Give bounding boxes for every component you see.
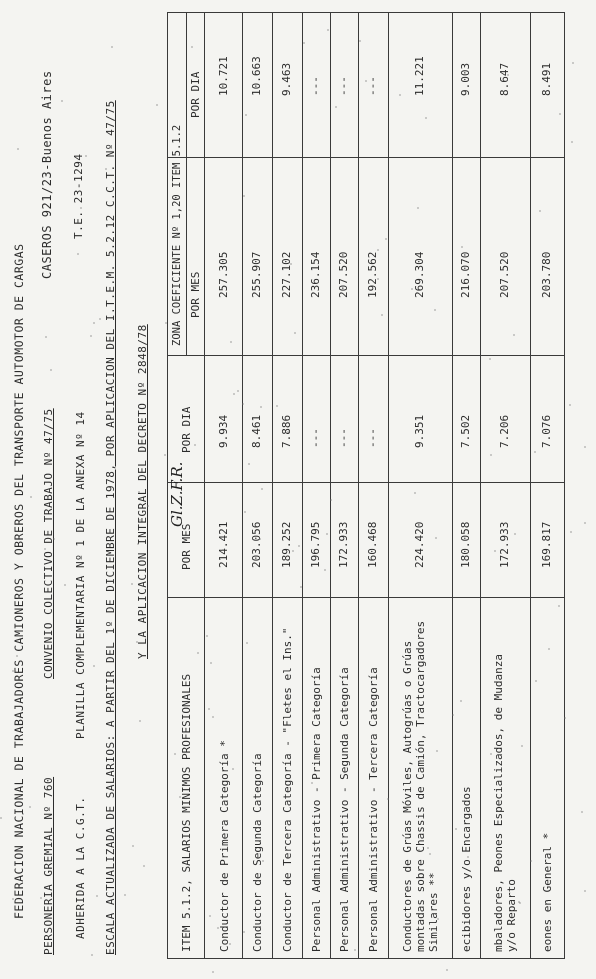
row-divider: [452, 13, 453, 958]
noise-speck: [156, 104, 158, 106]
noise-speck: [418, 849, 420, 851]
noise-speck: [136, 641, 138, 643]
noise-speck: [324, 569, 326, 571]
monthly-salary: 169.817: [540, 521, 553, 568]
daily-salary: 8.461: [250, 414, 263, 448]
noise-speck: [287, 431, 289, 433]
daily-salary: 9.351: [413, 414, 426, 448]
noise-speck: [40, 897, 42, 899]
noise-speck: [137, 543, 139, 545]
noise-speck: [435, 537, 437, 539]
noise-speck: [490, 753, 492, 755]
noise-speck: [138, 491, 140, 493]
daily-salary: 7.206: [498, 414, 511, 448]
noise-speck: [434, 309, 436, 311]
noise-speck: [381, 314, 383, 316]
zone-daily-salary: 11.221: [413, 56, 426, 96]
monthly-salary: 172.933: [337, 521, 350, 568]
noise-speck: [194, 444, 196, 446]
noise-speck: [460, 700, 462, 702]
row-label: mbaladores, Peones Especializados, de Mudanza: [492, 653, 505, 952]
noise-speck: [535, 680, 537, 682]
noise-speck: [335, 106, 337, 108]
daily-salary: ---: [366, 428, 379, 448]
salary-table: [167, 12, 565, 959]
noise-speck: [399, 94, 401, 96]
zone-daily-salary: ---: [309, 76, 322, 96]
noise-speck: [429, 853, 431, 855]
zone-daily-salary: 8.491: [540, 62, 553, 96]
noise-speck: [174, 753, 176, 755]
row-divider: [242, 13, 243, 958]
noise-speck: [244, 511, 246, 513]
noise-speck: [564, 717, 566, 719]
noise-speck: [248, 463, 250, 465]
daily-salary: 9.934: [217, 414, 230, 448]
planilla-text: PLANILLA COMPLEMENTARIA Nº 1 DE LA ANEXA Nº 14: [74, 411, 87, 739]
noise-speck: [217, 927, 219, 929]
noise-speck: [105, 168, 107, 170]
monthly-salary: 172.933: [498, 521, 511, 568]
daily-salary: 7.886: [280, 414, 293, 448]
noise-speck: [91, 954, 93, 956]
noise-speck: [494, 550, 496, 552]
zone-monthly-salary: 269.304: [413, 251, 426, 298]
row-label: Similares **: [426, 872, 440, 952]
noise-speck: [290, 263, 292, 265]
zone-daily-salary: 9.463: [280, 62, 293, 96]
noise-speck: [425, 117, 427, 119]
noise-speck: [259, 538, 261, 540]
noise-speck: [85, 155, 87, 157]
zone-monthly-salary: 207.520: [337, 251, 350, 298]
noise-speck: [519, 902, 521, 904]
noise-speck: [18, 597, 20, 599]
escala-text: ESCALA ACTUALIZADA DE SALARIOS: A PARTIR DEL 1º DE DICIEMBRE DE 1978, POR APLICACION DEL I.T.E.M. 5.2.12 C.C.T. Nº 47/75: [104, 100, 117, 955]
zone-monthly-salary: 192.562: [366, 251, 379, 298]
row-label: Conductor de Tercera Categoría - "Fletes el Ins.": [280, 627, 294, 952]
zone-monthly-salary: 203.780: [540, 251, 553, 298]
noise-speck: [261, 488, 263, 490]
noise-speck: [387, 798, 389, 800]
monthly-salary: 214.421: [217, 521, 230, 568]
row-divider: [388, 13, 389, 958]
noise-speck: [327, 29, 329, 31]
row-divider: [302, 13, 303, 958]
noise-speck: [22, 813, 24, 815]
noise-speck: [212, 716, 214, 718]
noise-speck: [61, 100, 63, 102]
noise-speck: [359, 40, 361, 42]
noise-speck: [581, 811, 583, 813]
noise-speck: [64, 584, 66, 586]
noise-speck: [50, 369, 52, 371]
personeria-text: PERSONERIA GREMIAL Nº 760: [42, 776, 55, 955]
noise-speck: [132, 845, 134, 847]
noise-speck: [229, 943, 231, 945]
noise-speck: [99, 318, 101, 320]
noise-speck: [507, 74, 509, 76]
zone-daily-salary: ---: [366, 76, 379, 96]
row-label: Conductores de Grúas Móviles, Autogrúas o Grúas: [400, 640, 414, 952]
zone-monthly-salary: 255.907: [250, 251, 263, 298]
noise-speck: [288, 705, 290, 707]
row-label: y/o Reparto: [505, 879, 518, 952]
header-zona-mes: POR MES: [189, 271, 202, 318]
noise-speck: [584, 522, 586, 524]
noise-speck: [436, 750, 438, 752]
noise-speck: [12, 670, 14, 672]
noise-speck: [377, 249, 379, 251]
noise-speck: [209, 915, 211, 917]
row-divider: [358, 13, 359, 958]
row-divider: [272, 13, 273, 958]
daily-salary: ---: [309, 428, 322, 448]
noise-speck: [354, 949, 356, 951]
zone-monthly-salary: 216.070: [459, 251, 472, 298]
noise-speck: [569, 404, 571, 406]
noise-speck: [96, 895, 98, 897]
noise-speck: [300, 586, 302, 588]
zone-daily-salary: 10.721: [217, 56, 230, 96]
noise-speck: [44, 548, 46, 550]
noise-speck: [230, 341, 232, 343]
noise-speck: [147, 505, 149, 507]
noise-speck: [490, 454, 492, 456]
noise-speck: [245, 114, 247, 116]
monthly-salary: 196.795: [309, 521, 322, 568]
noise-speck: [377, 278, 379, 280]
federation-title: FEDERACION NACIONAL DE TRABAJADORES CAMIONEROS Y OBREROS DEL TRANSPORTE AUTOMOTOR DE CARGAS: [12, 243, 26, 919]
zone-daily-salary: 8.647: [498, 62, 511, 96]
noise-speck: [489, 358, 491, 360]
noise-speck: [558, 605, 560, 607]
noise-speck: [534, 451, 536, 453]
noise-speck: [546, 900, 548, 902]
noise-speck: [124, 894, 126, 896]
noise-speck: [345, 708, 347, 710]
noise-speck: [12, 898, 14, 900]
noise-speck: [246, 642, 248, 644]
monthly-salary: 189.252: [280, 521, 293, 568]
noise-speck: [30, 496, 32, 498]
noise-speck: [80, 207, 82, 209]
noise-speck: [131, 583, 133, 585]
noise-speck: [93, 665, 95, 667]
noise-speck: [326, 533, 328, 535]
address-text: CASEROS 921/23-Buenos Aires: [40, 70, 54, 279]
noise-speck: [139, 519, 141, 521]
daily-salary: 7.502: [459, 414, 472, 448]
noise-speck: [210, 662, 212, 664]
zone-daily-salary: 10.663: [250, 56, 263, 96]
row-label: Personal Administrativo - Segunda Categoría: [337, 667, 351, 952]
noise-speck: [139, 720, 141, 722]
noise-speck: [513, 334, 515, 336]
daily-salary: 7.076: [540, 414, 553, 448]
row-label: eones en General *: [540, 832, 554, 952]
aplicacion-text: Y LA APLICACION INTEGRAL DEL DECRETO Nº 2848/78: [136, 324, 149, 659]
noise-speck: [243, 931, 245, 933]
noise-speck: [514, 533, 516, 535]
noise-speck: [365, 80, 367, 82]
monthly-salary: 203.056: [250, 521, 263, 568]
noise-speck: [437, 918, 439, 920]
row-label: Conductor de Segunda Categoría: [250, 753, 264, 952]
noise-speck: [584, 446, 586, 448]
noise-speck: [0, 817, 2, 819]
noise-speck: [233, 393, 235, 395]
noise-speck: [446, 969, 448, 971]
noise-speck: [208, 708, 210, 710]
monthly-salary: 160.468: [366, 521, 379, 568]
noise-speck: [16, 655, 18, 657]
noise-speck: [385, 238, 387, 240]
noise-speck: [530, 860, 532, 862]
noise-speck: [222, 549, 224, 551]
noise-speck: [370, 753, 372, 755]
noise-speck: [143, 865, 145, 867]
header-por-mes: POR MES: [180, 523, 193, 570]
noise-speck: [330, 499, 332, 501]
noise-speck: [294, 332, 296, 334]
noise-speck: [570, 531, 572, 533]
row-label: Conductor de Primera Categoría *: [217, 740, 231, 952]
phone-text: T.E. 23-1294: [72, 153, 85, 239]
row-label: montadas sobre Chassis de Camión, Tractocargadores: [413, 620, 427, 952]
zone-monthly-salary: 236.154: [309, 251, 322, 298]
zone-monthly-salary: 207.520: [498, 251, 511, 298]
zone-subheader-divider: [186, 13, 187, 356]
noise-speck: [292, 550, 294, 552]
monthly-salary: 180.058: [459, 521, 472, 568]
handwritten-stamp: Gl.Z.F.R.: [168, 461, 186, 527]
noise-speck: [93, 322, 95, 324]
row-label: ecibidores y/o Encargados: [459, 786, 473, 952]
noise-speck: [111, 46, 113, 48]
noise-speck: [303, 42, 305, 44]
header-zona-dia: POR DIA: [189, 71, 202, 118]
noise-speck: [206, 635, 208, 637]
noise-speck: [414, 492, 416, 494]
noise-speck: [45, 336, 47, 338]
noise-speck: [77, 253, 79, 255]
zone-monthly-salary: 257.305: [217, 251, 230, 298]
noise-speck: [237, 390, 239, 392]
noise-speck: [559, 113, 561, 115]
noise-speck: [191, 46, 193, 48]
noise-speck: [455, 828, 457, 830]
noise-speck: [179, 796, 181, 798]
convenio-text: CONVENIO COLECTIVO DE TRABAJO Nº 47/75: [42, 408, 55, 679]
header-zona: ZONA COEFICIENTE Nº 1,20 ITEM 5.1.2: [171, 124, 183, 346]
noise-speck: [242, 403, 244, 405]
row-divider: [330, 13, 331, 958]
noise-speck: [548, 648, 550, 650]
noise-speck: [260, 406, 262, 408]
daily-salary: ---: [337, 428, 350, 448]
col-divider: [168, 157, 564, 158]
noise-speck: [14, 437, 16, 439]
noise-speck: [165, 322, 167, 324]
noise-speck: [90, 335, 92, 337]
noise-speck: [243, 195, 245, 197]
col-divider: [168, 355, 564, 356]
noise-speck: [197, 652, 199, 654]
noise-speck: [461, 246, 463, 248]
header-por-dia: POR DIA: [180, 406, 193, 453]
row-label: Personal Administrativo - Primera Categoría: [309, 667, 323, 952]
noise-speck: [29, 806, 31, 808]
noise-speck: [53, 538, 55, 540]
noise-speck: [417, 207, 419, 209]
noise-speck: [521, 745, 523, 747]
adherida-text: ADHERIDA A LA C.G.T.: [74, 796, 87, 939]
noise-speck: [298, 545, 300, 547]
noise-speck: [572, 62, 574, 64]
noise-speck: [427, 847, 429, 849]
header-item: ITEM 5.1.2, SALARIOS MINIMOS PROFESIONALES: [180, 673, 193, 952]
zone-daily-salary: 9.003: [459, 62, 472, 96]
noise-speck: [212, 971, 214, 973]
row-label: Personal Administrativo - Tercera Categoría: [366, 667, 380, 952]
row-divider: [530, 13, 531, 958]
zone-daily-salary: ---: [337, 76, 350, 96]
monthly-salary: 224.420: [413, 521, 426, 568]
noise-speck: [164, 454, 166, 456]
noise-speck: [311, 782, 313, 784]
noise-speck: [467, 856, 469, 858]
col-divider: [168, 482, 564, 483]
noise-speck: [571, 141, 573, 143]
col-divider: [168, 597, 564, 598]
noise-speck: [584, 890, 586, 892]
noise-speck: [17, 148, 19, 150]
zone-monthly-salary: 227.102: [280, 251, 293, 298]
noise-speck: [262, 860, 264, 862]
header-divider: [204, 13, 205, 958]
row-divider: [480, 13, 481, 958]
noise-speck: [276, 405, 278, 407]
noise-speck: [232, 768, 234, 770]
noise-speck: [539, 210, 541, 212]
noise-speck: [452, 714, 454, 716]
noise-speck: [411, 288, 413, 290]
